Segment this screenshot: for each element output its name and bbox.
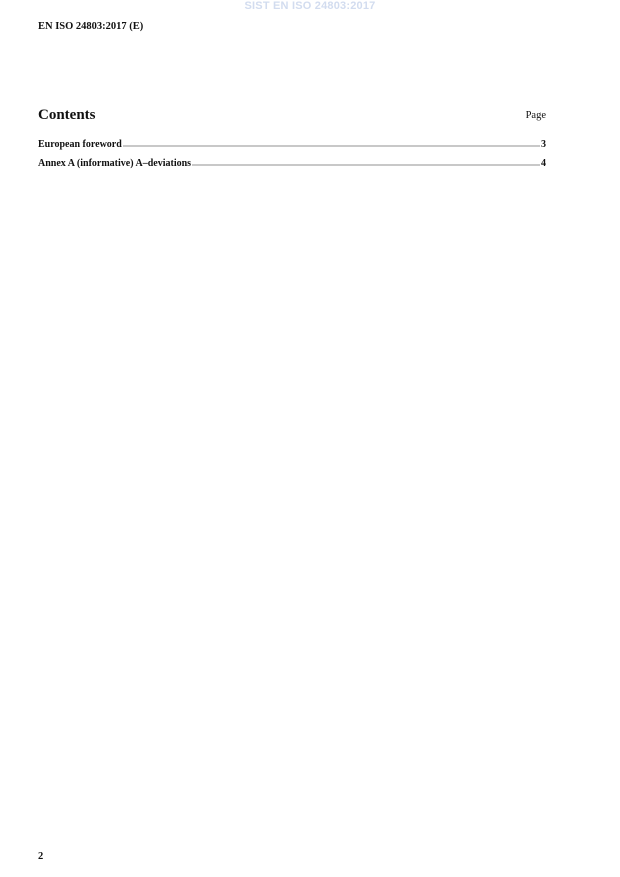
toc-entry-title: Annex A (informative) A–deviations <box>38 158 192 169</box>
document-id: EN ISO 24803:2017 (E) <box>38 21 144 32</box>
watermark: SIST EN ISO 24803:2017 <box>244 0 376 12</box>
toc-dot-leader <box>192 164 540 166</box>
toc-entry-annex-a[interactable] <box>38 157 546 171</box>
page-number: 2 <box>38 851 44 862</box>
table-of-contents <box>38 138 546 176</box>
toc-entry-page: 4 <box>541 158 546 169</box>
toc-entry-page: 3 <box>541 139 546 150</box>
toc-entry-european-foreword[interactable] <box>38 138 546 152</box>
toc-entry-title: European foreword <box>38 139 122 150</box>
toc-dot-leader <box>123 145 540 147</box>
contents-heading: Contents <box>38 107 96 123</box>
page-column-label: Page <box>525 110 546 121</box>
